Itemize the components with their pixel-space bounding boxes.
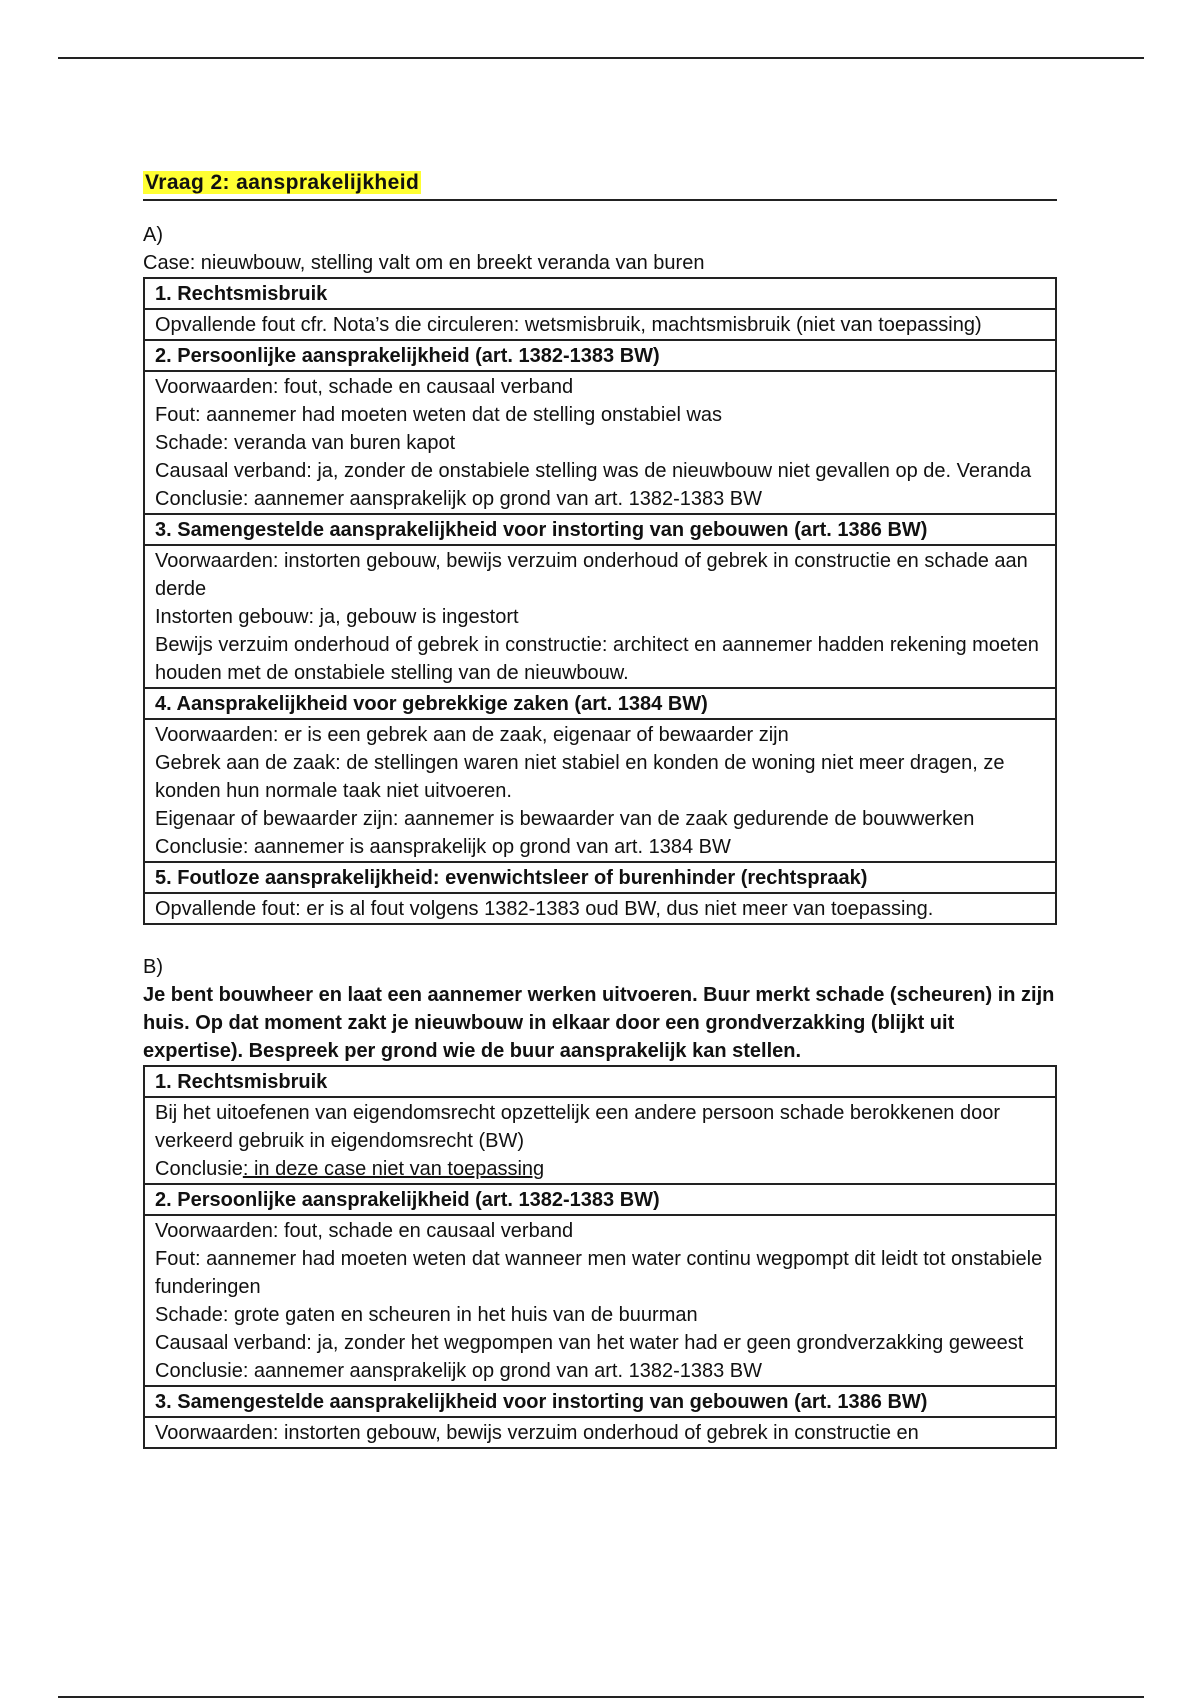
table-row xyxy=(144,719,1056,862)
section-body xyxy=(144,1097,1056,1184)
conclusion-text: : in deze case niet van toepassing xyxy=(242,1158,545,1180)
table-row xyxy=(144,893,1056,924)
document-body xyxy=(143,170,1057,1449)
table-row xyxy=(144,1097,1056,1184)
body-line: Bewijs verzuim onderhoud of gebrek in constructie: architect en aannemer hadden rekening moeten houden met de onstabiele stelling van de nieuwbouw. xyxy=(155,634,1039,684)
body-line: Voorwaarden: fout, schade en causaal verband xyxy=(155,376,574,398)
page-title: Vraag 2: aansprakelijkheid xyxy=(145,171,420,194)
section-heading: 2. Persoonlijke aansprakelijkheid (art. 1382-1383 BW) xyxy=(144,1184,1056,1215)
part-a-label: A) xyxy=(143,224,163,246)
conclusion-label: Conclusie xyxy=(155,1158,243,1180)
body-line: Schade: veranda van buren kapot xyxy=(155,432,456,454)
section-heading: 3. Samengestelde aansprakelijkheid voor instorting van gebouwen (art. 1386 BW) xyxy=(144,514,1056,545)
body-line: Gebrek aan de zaak: de stellingen waren niet stabiel en konden de woning niet meer dragen, ze konden hun normale taak niet uitvoeren. xyxy=(155,752,1005,802)
section-body xyxy=(144,371,1056,514)
part-b-label: B) xyxy=(143,956,163,978)
title-wrap xyxy=(143,170,1057,201)
body-line: Conclusie: aannemer aansprakelijk op grond van art. 1382-1383 BW xyxy=(155,488,763,510)
table-row xyxy=(144,1386,1056,1417)
body-line: Fout: aannemer had moeten weten dat wanneer men water continu wegpompt dit leidt tot onstabiele funderingen xyxy=(155,1248,1043,1298)
body-line: Fout: aannemer had moeten weten dat de stelling onstabiel was xyxy=(155,404,723,426)
table-row xyxy=(144,862,1056,893)
table-row xyxy=(144,309,1056,340)
table-row xyxy=(144,278,1056,309)
table-row xyxy=(144,1215,1056,1386)
body-line: Bij het uitoefenen van eigendomsrecht opzettelijk een andere persoon schade berokkenen door verkeerd gebruik in eigendomsrecht (BW) xyxy=(155,1102,1001,1152)
body-line: Opvallende fout cfr. Nota’s die circuleren: wetsmisbruik, machtsmisbruik (niet van toepassing) xyxy=(155,314,982,336)
table-row xyxy=(144,688,1056,719)
table-row xyxy=(144,545,1056,688)
section-body xyxy=(144,1215,1056,1386)
table-row xyxy=(144,371,1056,514)
body-line: Schade: grote gaten en scheuren in het huis van de buurman xyxy=(155,1304,698,1326)
top-rule xyxy=(58,57,1144,59)
body-line: Voorwaarden: er is een gebrek aan de zaak, eigenaar of bewaarder zijn xyxy=(155,724,789,746)
section-heading: 4. Aansprakelijkheid voor gebrekkige zaken (art. 1384 BW) xyxy=(144,688,1056,719)
body-line: Voorwaarden: fout, schade en causaal verband xyxy=(155,1220,574,1242)
bottom-rule xyxy=(58,1696,1144,1698)
section-heading: 1. Rechtsmisbruik xyxy=(144,278,1056,309)
body-line: Voorwaarden: instorten gebouw, bewijs verzuim onderhoud of gebrek in constructie en xyxy=(155,1422,919,1444)
table-row xyxy=(144,340,1056,371)
section-body xyxy=(144,545,1056,688)
body-line: Voorwaarden: instorten gebouw, bewijs verzuim onderhoud of gebrek in constructie en schade aan derde xyxy=(155,550,1028,600)
table-row xyxy=(144,1417,1056,1448)
body-line: Opvallende fout: er is al fout volgens 1382-1383 oud BW, dus niet meer van toepassing. xyxy=(155,898,934,920)
part-a-table xyxy=(143,277,1057,925)
section-heading: 2. Persoonlijke aansprakelijkheid (art. 1382-1383 BW) xyxy=(144,340,1056,371)
part-b-question: Je bent bouwheer en laat een aannemer werken uitvoeren. Buur merkt schade (scheuren) in zijn huis. Op dat moment zakt je nieuwbouw in elkaar door een grondverzakking (blijkt uit expertise). Bespreek per grond wie de buur aansprakelijk kan stellen. xyxy=(143,984,1055,1062)
section-heading: 5. Foutloze aansprakelijkheid: evenwichtsleer of burenhinder (rechtspraak) xyxy=(144,862,1056,893)
section-body xyxy=(144,309,1056,340)
body-line xyxy=(155,1155,1045,1183)
section-body xyxy=(144,719,1056,862)
body-line: Causaal verband: ja, zonder de onstabiele stelling was de nieuwbouw niet gevallen op de. Veranda xyxy=(155,460,1032,482)
body-line: Causaal verband: ja, zonder het wegpompen van het water had er geen grondverzakking geweest Conclusie: aannemer aansprakelijk op grond van art. 1382-1383 BW xyxy=(155,1332,1024,1382)
part-a-case: Case: nieuwbouw, stelling valt om en breekt veranda van buren xyxy=(143,252,705,274)
section-body xyxy=(144,893,1056,924)
body-line: Eigenaar of bewaarder zijn: aannemer is bewaarder van de zaak gedurende de bouwwerken Conclusie: aannemer is aansprakelijk op grond van art. 1384 BW xyxy=(155,808,975,858)
part-b-table xyxy=(143,1065,1057,1449)
section-heading: 1. Rechtsmisbruik xyxy=(144,1066,1056,1097)
section-heading: 3. Samengestelde aansprakelijkheid voor instorting van gebouwen (art. 1386 BW) xyxy=(144,1386,1056,1417)
body-line: Instorten gebouw: ja, gebouw is ingestort xyxy=(155,606,519,628)
table-row xyxy=(144,514,1056,545)
table-row xyxy=(144,1184,1056,1215)
table-row xyxy=(144,1066,1056,1097)
section-body xyxy=(144,1417,1056,1448)
